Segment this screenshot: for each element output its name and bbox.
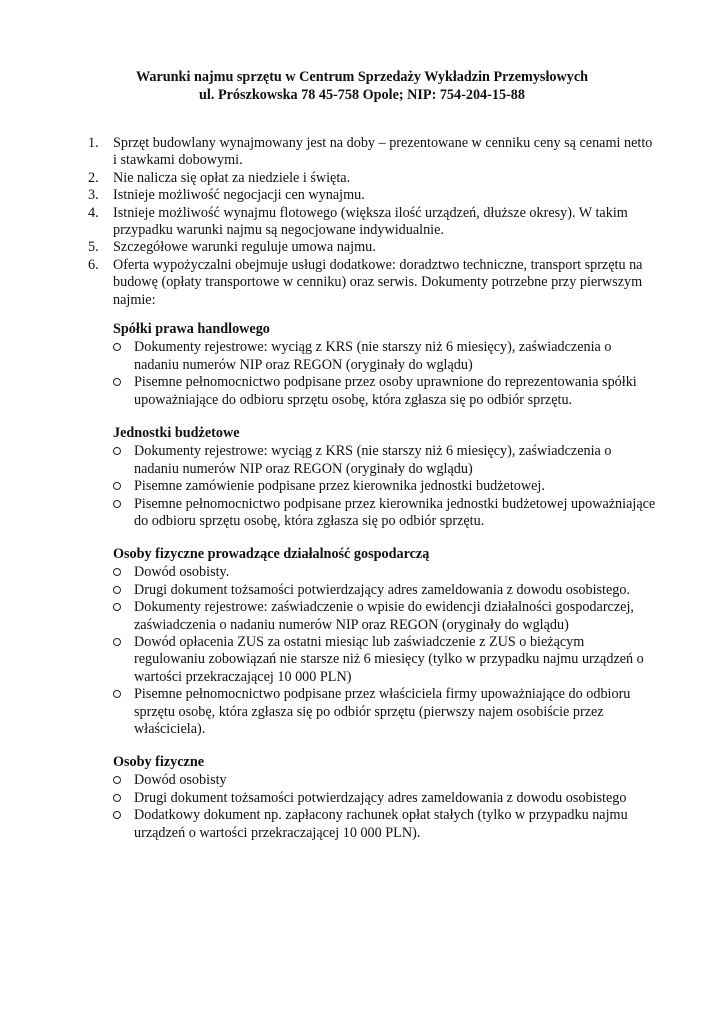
header-address-line: ul. Prószkowska 78 45-758 Opole; NIP: 754-204-15-88 bbox=[199, 87, 525, 103]
header-title-line: Warunki najmu sprzętu w Centrum Sprzedaży Wykładzin Przemysłowych bbox=[135, 69, 589, 85]
term-number: 1. bbox=[88, 135, 99, 151]
list-item-text: Dowód osobisty bbox=[134, 772, 227, 789]
term-text: Szczegółowe warunki reguluje umowa najmu. bbox=[113, 239, 376, 256]
document-list bbox=[113, 443, 658, 530]
list-item-text: Dokumenty rejestrowe: wyciąg z KRS (nie starszy niż 6 miesięcy), zaświadczenia o nadaniu numerów NIP oraz REGON (oryginały do wglądu) bbox=[134, 339, 612, 373]
circle-bullet-icon bbox=[113, 482, 121, 490]
circle-bullet-icon bbox=[113, 638, 121, 646]
circle-bullet-icon bbox=[113, 568, 121, 576]
section-sole-proprietors bbox=[113, 546, 658, 738]
term-number: 4. bbox=[88, 204, 99, 221]
section-commercial-companies bbox=[113, 321, 658, 409]
circle-bullet-icon bbox=[113, 378, 121, 386]
list-item-text: Dowód opłacenia ZUS za ostatni miesiąc lub zaświadczenie z ZUS o bieżącym regulowaniu zobowiązań nie starsze niż 6 miesięcy (tylko w przypadku najmu urządzeń o wartości przekraczającej 10 000 PLN) bbox=[134, 634, 644, 685]
circle-bullet-icon bbox=[113, 776, 121, 784]
section-title: Jednostki budżetowe bbox=[113, 425, 240, 441]
term-text: Istnieje możliwość negocjacji cen wynajmu. bbox=[113, 187, 365, 204]
list-item bbox=[113, 374, 658, 409]
list-item bbox=[113, 772, 658, 789]
circle-bullet-icon bbox=[113, 811, 121, 819]
document-header bbox=[0, 68, 724, 104]
term-item bbox=[86, 187, 656, 204]
list-item-text: Drugi dokument tożsamości potwierdzający adres zameldowania z dowodu osobistego bbox=[134, 789, 627, 806]
section-title: Spółki prawa handlowego bbox=[113, 321, 270, 337]
term-text: Sprzęt budowlany wynajmowany jest na doby – prezentowane w cenniku ceny są cenami netto i stawkami dobowymi. bbox=[113, 135, 653, 169]
list-item bbox=[113, 582, 658, 599]
section-title: Osoby fizyczne bbox=[113, 754, 205, 770]
list-item-text: Pisemne pełnomocnictwo podpisane przez właściciela firmy upoważniające do odbioru sprzętu osobę, która zgłasza się po odbiór sprzętu (pierwszy najem osobiście przez właściciela). bbox=[134, 686, 631, 738]
list-item-text: Drugi dokument tożsamości potwierdzający adres zameldowania z dowodu osobistego. bbox=[134, 581, 631, 598]
term-number: 2. bbox=[88, 169, 99, 186]
term-number: 6. bbox=[88, 256, 99, 273]
term-item bbox=[86, 239, 656, 256]
circle-bullet-icon bbox=[113, 500, 121, 508]
list-item-text: Pisemne pełnomocnictwo podpisane przez osoby uprawnione do reprezentowania spółki upoważniające do odbioru sprzętu osobę, która zgłasza się po odbiór sprzętu. bbox=[134, 374, 637, 408]
list-item bbox=[113, 339, 658, 374]
term-item bbox=[86, 205, 656, 240]
list-item bbox=[113, 790, 658, 807]
circle-bullet-icon bbox=[113, 603, 121, 611]
list-item-text: Dokumenty rejestrowe: zaświadczenie o wpisie do ewidencji działalności gospodarczej, zaświadczenia o nadaniu numerów NIP oraz REGON (oryginały do wglądu) bbox=[134, 599, 634, 633]
term-text: Nie nalicza się opłat za niedziele i święta. bbox=[113, 169, 351, 186]
section-natural-persons bbox=[113, 754, 658, 842]
list-item bbox=[113, 496, 658, 531]
circle-bullet-icon bbox=[113, 586, 121, 594]
list-item bbox=[113, 686, 658, 738]
terms-list bbox=[86, 135, 656, 309]
term-text: Istnieje możliwość wynajmu flotowego (większa ilość urządzeń, dłuższe okresy). W takim przypadku warunki najmu są negocjowane indywidualnie. bbox=[113, 204, 628, 239]
list-item bbox=[113, 634, 658, 686]
list-item bbox=[113, 443, 658, 478]
circle-bullet-icon bbox=[113, 447, 121, 455]
list-item-text: Dokumenty rejestrowe: wyciąg z KRS (nie starszy niż 6 miesięcy), zaświadczenia o nadaniu numerów NIP oraz REGON (oryginały do wglądu) bbox=[134, 443, 612, 477]
circle-bullet-icon bbox=[113, 690, 121, 698]
term-number: 3. bbox=[88, 187, 99, 204]
document-list bbox=[113, 339, 658, 409]
list-item bbox=[113, 478, 658, 495]
list-item bbox=[113, 564, 658, 581]
term-item bbox=[86, 170, 656, 187]
list-item-text: Dowód osobisty. bbox=[134, 564, 230, 581]
section-title: Osoby fizyczne prowadzące działalność gospodarczą bbox=[113, 546, 430, 562]
list-item-text: Dodatkowy dokument np. zapłacony rachunek opłat stałych (tylko w przypadku najmu urządzeń o wartości przekraczającej 10 000 PLN). bbox=[134, 807, 628, 841]
list-item bbox=[113, 599, 658, 634]
term-item bbox=[86, 135, 656, 170]
section-budget-units bbox=[113, 425, 658, 530]
term-number: 5. bbox=[88, 239, 99, 256]
document-list bbox=[113, 564, 658, 738]
list-item-text: Pisemne zamówienie podpisane przez kierownika jednostki budżetowej. bbox=[134, 478, 545, 495]
circle-bullet-icon bbox=[113, 343, 121, 351]
list-item bbox=[113, 807, 658, 842]
term-item bbox=[86, 257, 656, 309]
circle-bullet-icon bbox=[113, 794, 121, 802]
document-list bbox=[113, 772, 658, 842]
list-item-text: Pisemne pełnomocnictwo podpisane przez kierownika jednostki budżetowej upoważniające do odbioru sprzętu osobę, która zgłasza się po odbiór sprzętu. bbox=[134, 495, 656, 530]
term-text: Oferta wypożyczalni obejmuje usługi dodatkowe: doradztwo techniczne, transport sprzętu na budowę (opłaty transportowe w cenniku) oraz serwis. Dokumenty potrzebne przy pierwszym najmie: bbox=[113, 256, 643, 308]
